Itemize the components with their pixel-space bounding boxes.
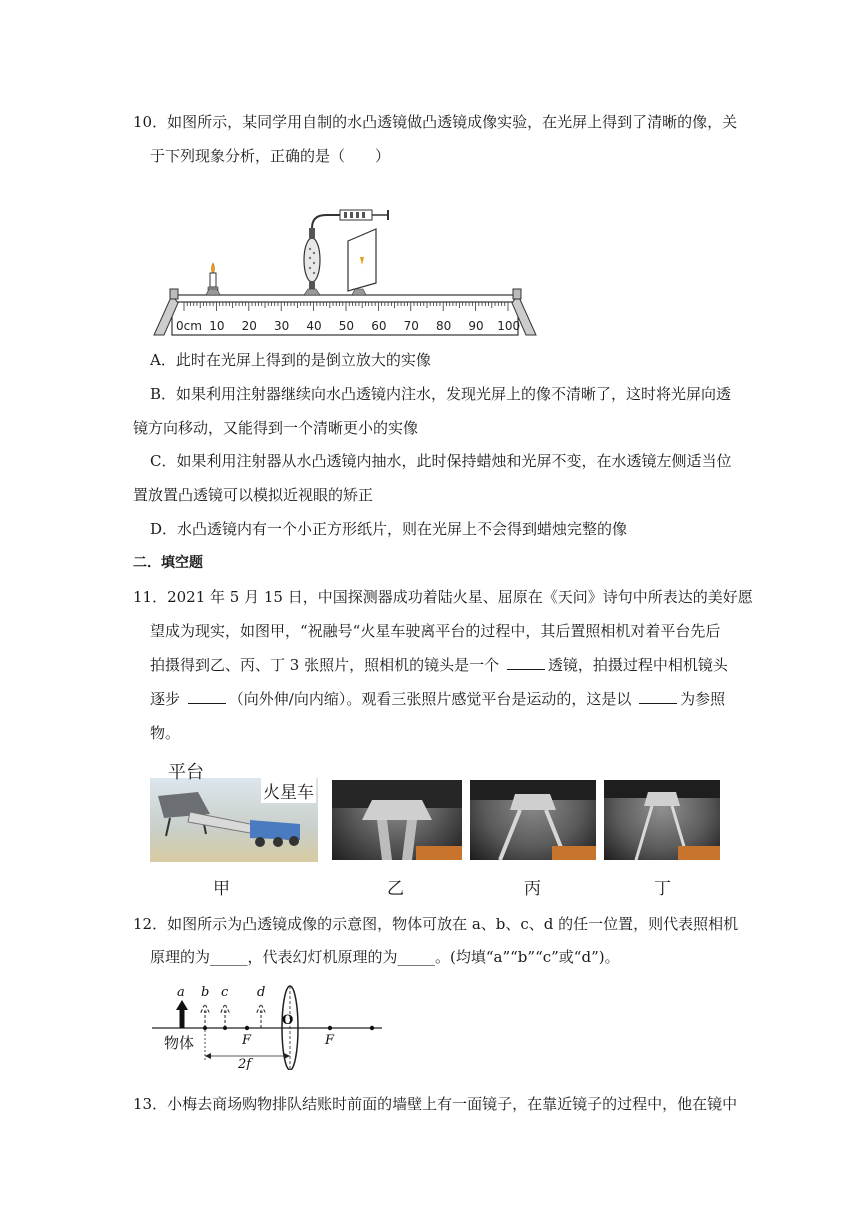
label-f-left: F — [242, 1033, 252, 1048]
label-d: d — [257, 985, 266, 1000]
q11-blank-lens-movement[interactable] — [188, 689, 226, 704]
ruler-number: 0cm — [176, 319, 202, 333]
object-arrow-d — [257, 1004, 265, 1028]
label-2f: 2f — [238, 1057, 252, 1070]
light-screen — [348, 229, 376, 295]
lens-imaging-diagram — [150, 978, 385, 1070]
section-title: 二．填空题 — [133, 555, 203, 571]
ruler-number: 30 — [274, 319, 290, 333]
caption-bing: 丙 — [524, 879, 541, 899]
q11-line-2: 望成为现实，如图甲，“祝融号“火星车驶离平台的过程中，其后置照相机对着平台先后 — [150, 622, 721, 640]
photo-ding — [604, 780, 720, 860]
label-b: b — [201, 985, 210, 1000]
q10-option-c-line-2: 置放置凸透镜可以模拟近视眼的矫正 — [133, 486, 374, 504]
q11-line-4-text-b: （向外伸/向内缩）。观看三张照片感觉平台是运动的，这是以 — [228, 690, 637, 708]
photo-bing — [470, 780, 596, 860]
ruler-number: 50 — [338, 319, 355, 333]
ruler-number: 80 — [436, 319, 452, 333]
q13-line-1: 13．小梅去商场购物排队结账时前面的墙壁上有一面镜子，在靠近镜子的过程中，他在镜中 — [133, 1095, 738, 1113]
q11-line-3 — [150, 655, 728, 675]
object-arrow-c — [221, 1004, 229, 1028]
photo-yi — [332, 780, 462, 860]
caption-jia: 甲 — [213, 879, 230, 899]
ruler-number: 90 — [468, 319, 484, 333]
candle — [206, 263, 220, 295]
caption-yi: 乙 — [387, 879, 404, 899]
q10-line-1: 10．如图所示，某同学用自制的水凸透镜做凸透镜成像实验，在光屏上得到了清晰的像，关 — [133, 113, 738, 131]
q11-line-5: 物。 — [150, 724, 181, 742]
q10-option-c-line-1: C．如果利用注射器从水凸透镜内抽水，此时保持蜡烛和光屏不变，在水透镜左侧适当位 — [150, 452, 732, 470]
q11-blank-reference[interactable] — [639, 689, 677, 704]
label-f-right: F — [325, 1033, 335, 1048]
q12-line-2: 原理的为_____，代表幻灯机原理的为_____。(均填“a”“b”“c”或“d”)。 — [150, 948, 620, 966]
object-arrow-a — [176, 1000, 188, 1028]
q11-line-1: 11．2021 年 5 月 15 日，中国探测器成功着陆火星、屈原在《天问》诗句中所表达的美好愿 — [133, 588, 753, 606]
label-object: 物体 — [164, 1034, 195, 1052]
label-rover: 火星车 — [261, 778, 316, 803]
q10-option-d: D．水凸透镜内有一个小正方形纸片，则在光屏上不会得到蜡烛完整的像 — [150, 520, 628, 538]
ruler-number: 60 — [371, 319, 387, 333]
ruler-number: 100 — [497, 319, 521, 333]
water-convex-lens — [304, 228, 320, 295]
label-a: a — [177, 985, 185, 1000]
ruler-number: 40 — [306, 319, 322, 333]
q10-line-2: 于下列现象分析，正确的是（ ） — [150, 147, 391, 165]
q11-line-4-text-c: 为参照 — [680, 690, 726, 708]
q11-line-3-text-b: 透镜，拍摄过程中相机镜头 — [547, 656, 728, 674]
object-arrow-b — [201, 1004, 209, 1028]
q10-option-b-line-2: 镜方向移动，又能得到一个清晰更小的实像 — [133, 419, 419, 437]
optical-bench-figure — [150, 203, 546, 338]
syringe — [312, 210, 388, 228]
q11-blank-lens-type[interactable] — [507, 655, 545, 670]
label-o: O — [282, 1013, 294, 1028]
ruler-number: 10 — [209, 319, 225, 333]
q10-option-b-line-1: B．如果利用注射器继续向水凸透镜内注水，发现光屏上的像不清晰了，这时将光屏向透 — [150, 385, 732, 403]
q11-line-4 — [150, 689, 725, 709]
q11-line-3-text-a: 拍摄得到乙、丙、丁 3 张照片，照相机的镜头是一个 — [150, 656, 504, 674]
caption-ding: 丁 — [654, 879, 671, 899]
label-c: c — [221, 985, 229, 1000]
ruler-number: 70 — [403, 319, 419, 333]
ruler-number: 20 — [241, 319, 257, 333]
q11-line-4-text-a: 逐步 — [150, 690, 185, 708]
label-platform: 平台 — [168, 762, 204, 783]
q10-option-a: A．此时在光屏上得到的是倒立放大的实像 — [150, 351, 431, 369]
q12-line-1: 12．如图所示为凸透镜成像的示意图，物体可放在 a、b、c、d 的任一位置，则代表照相机 — [133, 915, 739, 933]
